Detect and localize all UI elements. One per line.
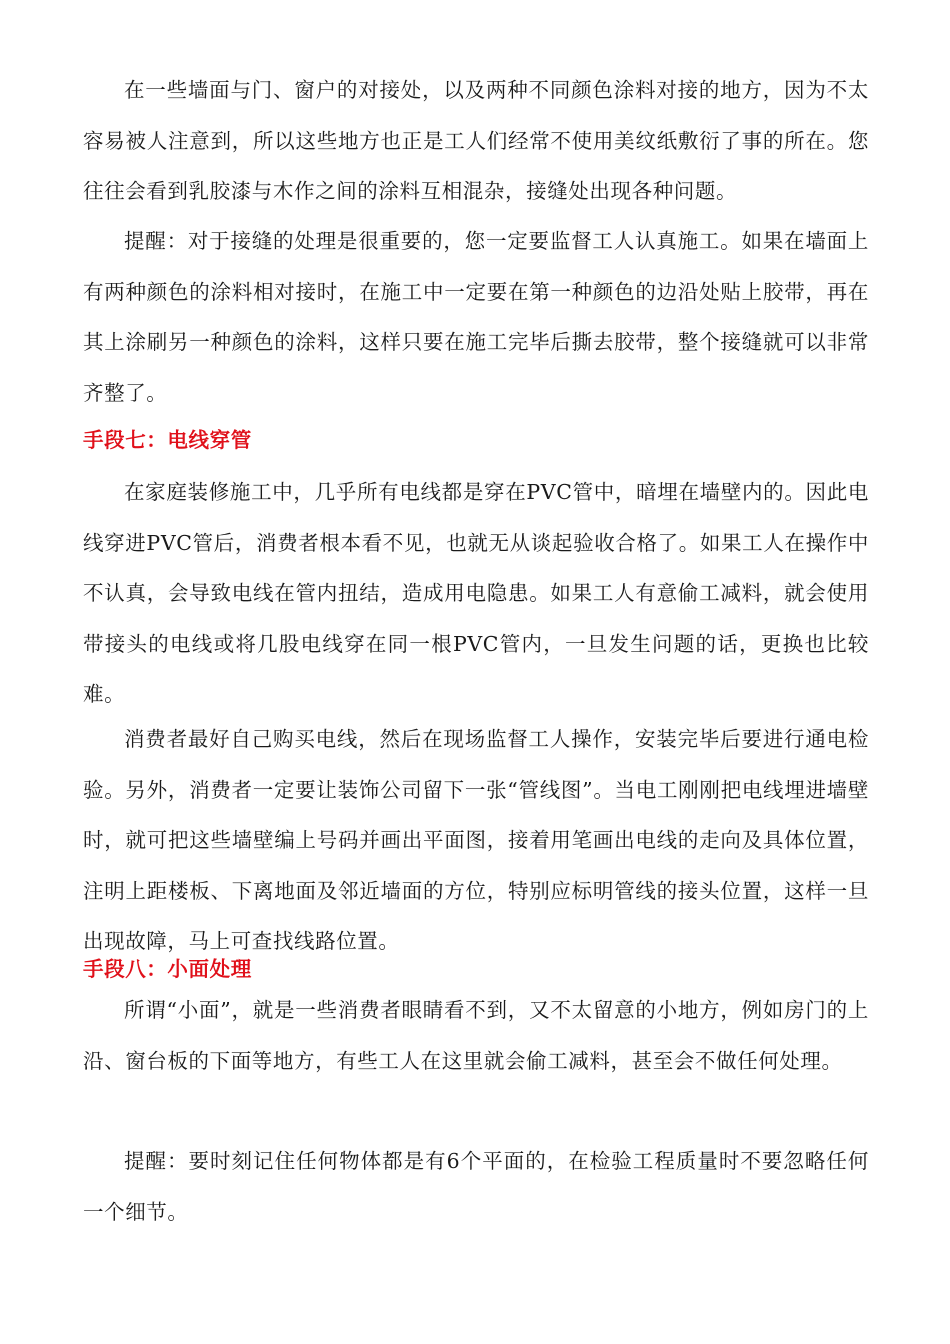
paragraph-joint-areas: 在一些墙面与门、窗户的对接处，以及两种不同颜色涂料对接的地方，因为不太容易被人注意到，所以这些地方也正是工人们经常不使用美纹纸敷衍了事的所在。您往往会看到乳胶漆与木作之间的涂料互相混杂，接缝处出现各种问题。	[83, 78, 869, 203]
paragraph-small-surfaces-reminder: 提醒：要时刻记住任何物体都是有6个平面的，在检验工程质量时不要忽略任何一个细节。	[83, 1149, 869, 1224]
paragraph-joint-reminder: 提醒：对于接缝的处理是很重要的，您一定要监督工人认真施工。如果在墙面上有两种颜色的涂料相对接时，在施工中一定要在第一种颜色的边沿处贴上胶带，再在其上涂刷另一种颜色的涂料，这样只要在施工完毕后撕去胶带，整个接缝就可以非常齐整了。	[83, 229, 869, 405]
paragraph-small-surfaces: 所谓“小面”，就是一些消费者眼睛看不到，又不太留意的小地方，例如房门的上沿、窗台板的下面等地方，有些工人在这里就会偷工减料，甚至会不做任何处理。	[83, 998, 869, 1073]
heading-section-7: 手段七：电线穿管	[83, 428, 252, 452]
heading-section-8: 手段八：小面处理	[83, 957, 252, 981]
paragraph-wire-advice: 消费者最好自己购买电线，然后在现场监督工人操作，安装完毕后要进行通电检验。另外，消费者一定要让装饰公司留下一张“管线图”。当电工刚刚把电线埋进墙壁时，就可把这些墙壁编上号码并画出平面图，接着用笔画出电线的走向及具体位置，注明上距楼板、下离地面及邻近墙面的方位，特别应标明管线的接头位置，这样一旦出现故障，马上可查找线路位置。	[83, 727, 869, 953]
paragraph-wire-conduit: 在家庭装修施工中，几乎所有电线都是穿在PVC管中，暗埋在墙壁内的。因此电线穿进PVC管后，消费者根本看不见，也就无从谈起验收合格了。如果工人在操作中不认真，会导致电线在管内扭结，造成用电隐患。如果工人有意偷工减料，就会使用带接头的电线或将几股电线穿在同一根PVC管内，一旦发生问题的话，更换也比较难。	[83, 480, 869, 706]
